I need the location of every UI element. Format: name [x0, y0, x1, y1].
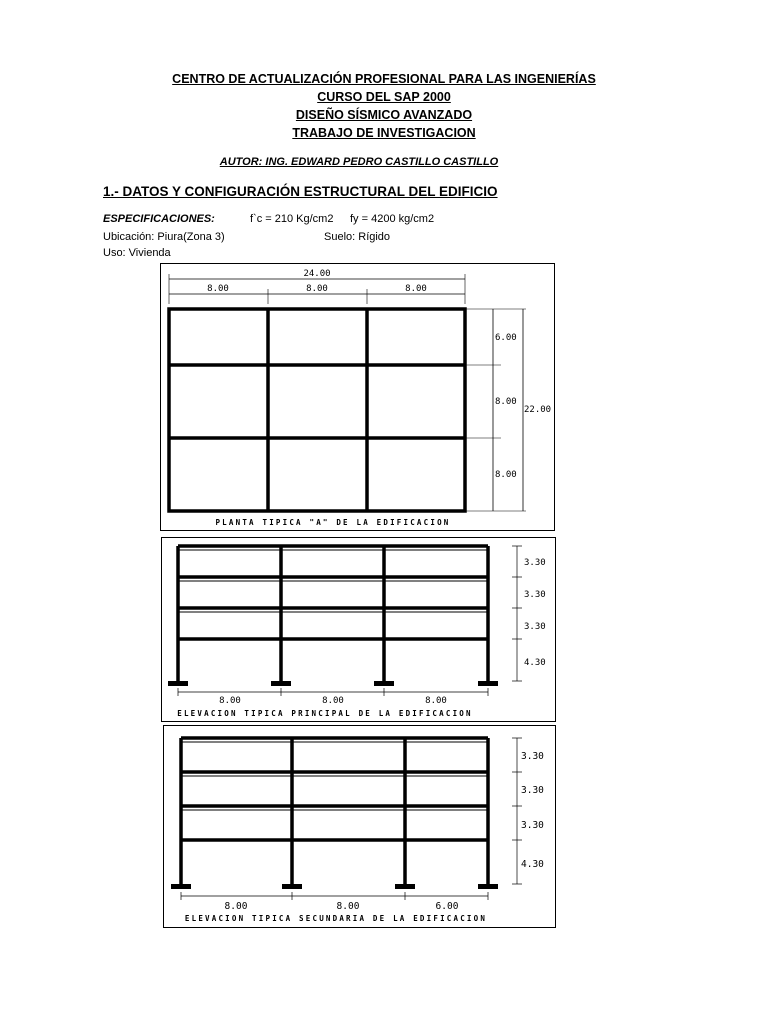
header-line-1: CENTRO DE ACTUALIZACIÓN PROFESIONAL PARA LAS INGENIERÍAS — [172, 72, 596, 86]
elev-main-storey-2: 3.30 — [524, 590, 546, 600]
author-line: AUTOR: ING. EDWARD PEDRO CASTILLO CASTILLO — [219, 156, 499, 168]
elevation-secondary-drawing — [164, 726, 555, 927]
spec-fy: fy = 4200 kg/cm2 — [350, 213, 435, 225]
elev-sec-bay-3: 6.00 — [435, 901, 459, 912]
plan-bay-y-3: 8.00 — [495, 470, 517, 480]
plan-bay-y-1: 6.00 — [495, 333, 517, 343]
elev-main-caption: ELEVACION TIPICA PRINCIPAL DE LA EDIFICACION — [177, 709, 473, 718]
plan-figure — [160, 263, 555, 531]
elev-main-storey-1: 3.30 — [524, 558, 546, 568]
spec-fc: f`c = 210 Kg/cm2 — [250, 213, 334, 225]
elev-sec-storey-1: 3.30 — [521, 751, 544, 762]
elev-sec-storey-2: 3.30 — [521, 785, 544, 796]
header-line-2: CURSO DEL SAP 2000 — [317, 90, 451, 104]
plan-bay-x-2: 8.00 — [306, 284, 328, 294]
section-title: 1.- DATOS Y CONFIGURACIÓN ESTRUCTURAL DEL EDIFICIO — [103, 184, 498, 199]
header-line-3: DISEÑO SÍSMICO AVANZADO — [295, 108, 473, 122]
plan-bay-y-2: 8.00 — [495, 397, 517, 407]
spec-location: Ubicación: Piura(Zona 3) — [103, 231, 225, 243]
elev-main-bay-1: 8.00 — [219, 696, 241, 706]
elev-sec-storey-3: 3.30 — [521, 820, 544, 831]
elevation-secondary-figure — [163, 725, 556, 928]
elevation-main-drawing — [162, 538, 555, 721]
elev-sec-caption: ELEVACION TIPICA SECUNDARIA DE LA EDIFICACION — [184, 914, 488, 923]
plan-bay-x-3: 8.00 — [405, 284, 427, 294]
elev-sec-bay-1: 8.00 — [224, 901, 248, 912]
elevation-main-figure — [161, 537, 556, 722]
elev-sec-storey-4: 4.30 — [521, 859, 544, 870]
plan-caption: PLANTA TIPICA "A" DE LA EDIFICACION — [215, 518, 451, 527]
elev-main-storey-3: 3.30 — [524, 622, 546, 632]
spec-label: ESPECIFICACIONES: — [103, 213, 215, 225]
plan-total-width: 24.00 — [303, 269, 331, 279]
elev-sec-bay-2: 8.00 — [336, 901, 360, 912]
plan-total-depth: 22.00 — [524, 405, 552, 415]
plan-bay-x-1: 8.00 — [207, 284, 229, 294]
plan-drawing — [161, 264, 554, 530]
elev-main-storey-4: 4.30 — [524, 658, 546, 668]
elev-main-bay-2: 8.00 — [322, 696, 344, 706]
header-line-4: TRABAJO DE INVESTIGACION — [292, 126, 476, 140]
elev-main-bay-3: 8.00 — [425, 696, 447, 706]
spec-soil: Suelo: Rígido — [324, 231, 391, 243]
spec-use: Uso: Vivienda — [103, 247, 171, 259]
